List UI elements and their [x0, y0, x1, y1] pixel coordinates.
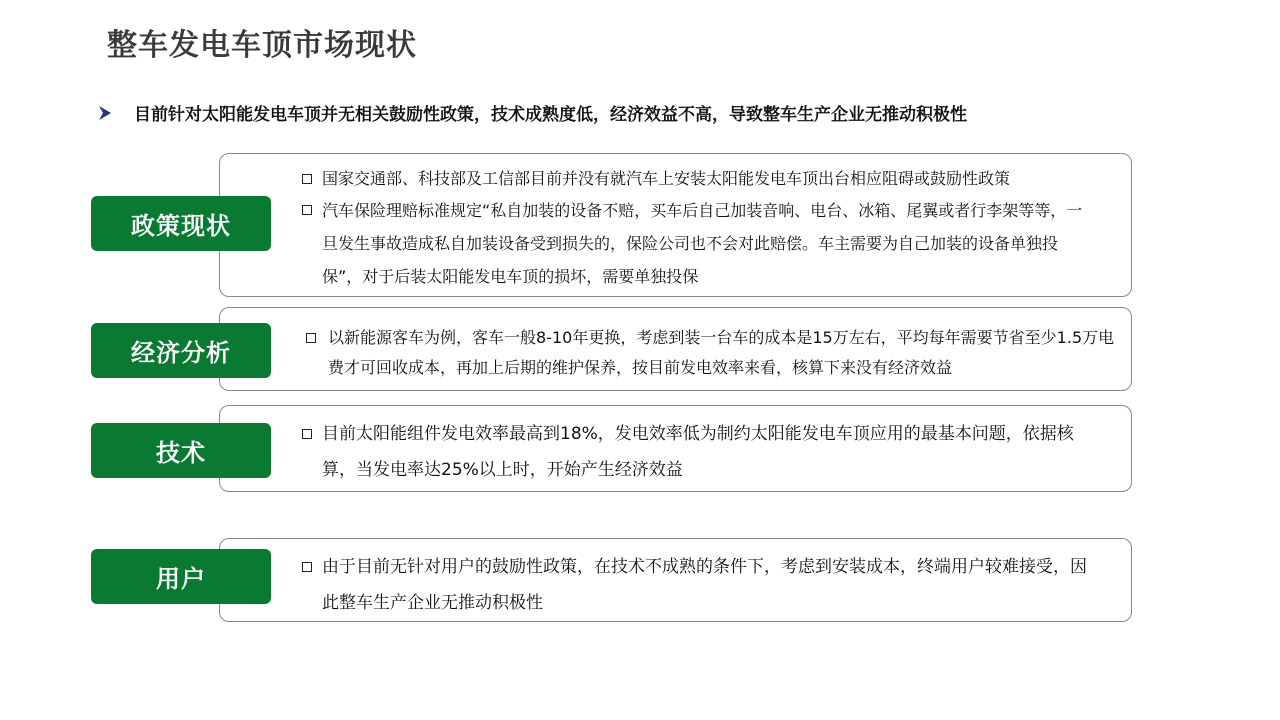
user-box: [219, 538, 1132, 622]
section-label-technology: 技术: [91, 423, 271, 478]
subtitle-row: [98, 100, 967, 125]
policy-box: [219, 153, 1132, 297]
checkbox-bullet-icon: [302, 205, 312, 215]
checkbox-bullet-icon: [302, 562, 312, 572]
page-title: 整车发电车顶市场现状: [107, 28, 417, 63]
section-label-economy: 经济分析: [91, 323, 271, 378]
technology-box: [219, 405, 1132, 492]
list-item: 国家交通部、科技部及工信部目前并没有就汽车上安装太阳能发电车顶出台相应阻碍或鼓励性政策: [302, 164, 1102, 194]
checkbox-bullet-icon: [302, 174, 312, 184]
checkbox-bullet-icon: [306, 333, 316, 343]
section-label-policy: 政策现状: [91, 196, 271, 251]
economy-box: [219, 307, 1132, 391]
list-item: 由于目前无针对用户的鼓励性政策，在技术不成熟的条件下，考虑到安装成本，终端用户较难接受，因此整车生产企业无推动积极性: [302, 549, 1102, 621]
page-subtitle: 目前针对太阳能发电车顶并无相关鼓励性政策，技术成熟度低，经济效益不高，导致整车生产企业无推动积极性: [134, 105, 967, 125]
list-item: 汽车保险理赔标准规定“私自加装的设备不赔，买车后自己加装音响、电台、冰箱、尾翼或者行李架等等，一旦发生事故造成私自加装设备受到损失的，保险公司也不会对此赔偿。车主需要为自己加装的设备单独投保”，对于后装太阳能发电车顶的损坏，需要单独投保: [302, 194, 1084, 293]
list-item: 目前太阳能组件发电效率最高到18%，发电效率低为制约太阳能发电车顶应用的最基本问题，依据核算，当发电率达25%以上时，开始产生经济效益: [302, 416, 1102, 488]
checkbox-bullet-icon: [302, 429, 312, 439]
section-label-user: 用户: [91, 549, 271, 604]
list-item: 以新能源客车为例，客车一般8-10年更换，考虑到装一台车的成本是15万左右，平均每年需要节省至少1.5万电费才可回收成本，再加上后期的维护保养，按目前发电效率来看，核算下来没有经济效益: [306, 323, 1121, 383]
arrow-bullet-icon: [98, 105, 112, 121]
